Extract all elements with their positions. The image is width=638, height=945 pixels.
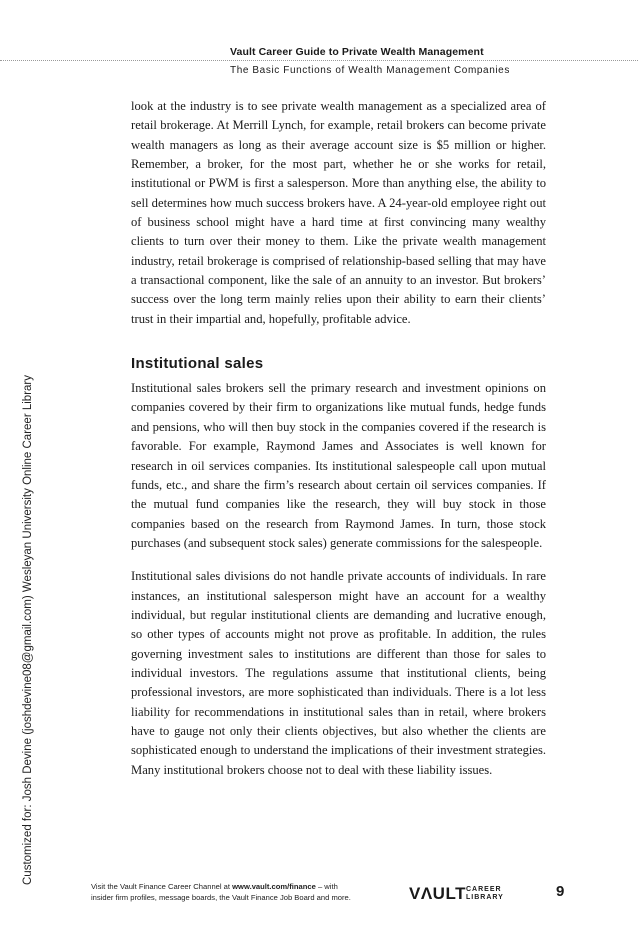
footer-note [91,881,351,903]
running-header-subtitle: The Basic Functions of Wealth Management Companies [230,65,510,76]
footer-link[interactable]: www.vault.com/finance [232,882,316,891]
paragraph: Institutional sales brokers sell the primary research and investment opinions on companies covered by their firm to organizations like mutual funds, hedge funds and pensions, who will then buy stock in the companies covered if the research is favorable. For example, Raymond James and Associates is well known for research in oil services companies. Its institutional salespeople call upon mutual funds, etc., and share the firm’s research about certain oil services companies. If the mutual fund companies like the research, they will buy stock in those companies based on the research from Raymond James. In turn, those stock purchases (and subsequent stock sales) generate commissions for the salespeople. [131,381,546,550]
logo-wordmark: VΛULT [409,884,466,903]
footer-note-suffix: – with [315,882,338,891]
footer-note-line2: insider firm profiles, message boards, the Vault Finance Job Board and more. [91,893,351,902]
header-divider [0,60,638,61]
intro-paragraph: look at the industry is to see private wealth management as a specialized area of retail brokerage. At Merrill Lynch, for example, retail brokers can become private wealth managers as long as their average account size is $5 million or higher. Remember, a broker, for the most part, whether he or she works for retail, institutional or PWM is first a salesperson. More than anything else, the ability to sell determines how much success brokers have. A 24-year-old employee right out of business school might have a hard time at first convincing many wealthy clients to turn over their money to them. Like the private wealth management industry, retail brokerage is comprised of relationship-based selling that may have a transactional component, like the sale of an annuity to an investor. But brokers’ success over the long term mainly relies upon their ability to earn their clients’ trust in their impartial and, hopefully, profitable advice. [131,99,546,326]
footer-note-prefix: Visit the Vault Finance Career Channel at [91,882,233,891]
page-number: 9 [556,883,565,900]
paragraph: Institutional sales divisions do not handle private accounts of individuals. In rare instances, an institutional salesperson might have an account for a wealthy individual, but regular institutional clients are demanding and lucrative enough, so other types of accounts might not prove as profitable. In addition, the rules governing investment sales to institutions are different than those for sales to individual investors. The regulations assume that institutional clients, being professional investors, are more sophisticated than individuals. There is a lot less liability for recommendations in institutional sales than in retail, where brokers have to gauge not only their clients objectives, but also whether the clients are sophisticated enough to understand the implications of their investment strategies. Many institutional brokers choose not to deal with these liability issues. [131,569,546,777]
logo-tagline [466,886,526,902]
logo-tagline-line1: CAREER [466,886,502,893]
logo-tagline-line2: LIBRARY [466,894,504,901]
section-heading: Institutional sales [131,355,264,373]
body-text [131,97,546,780]
paragraph-spacer [131,553,546,567]
customization-watermark: Customized for: Josh Devine (joshdevine08@gmail.com) Wesleyan University Online Career Library [22,375,34,885]
running-header-title: Vault Career Guide to Private Wealth Management [230,46,484,58]
